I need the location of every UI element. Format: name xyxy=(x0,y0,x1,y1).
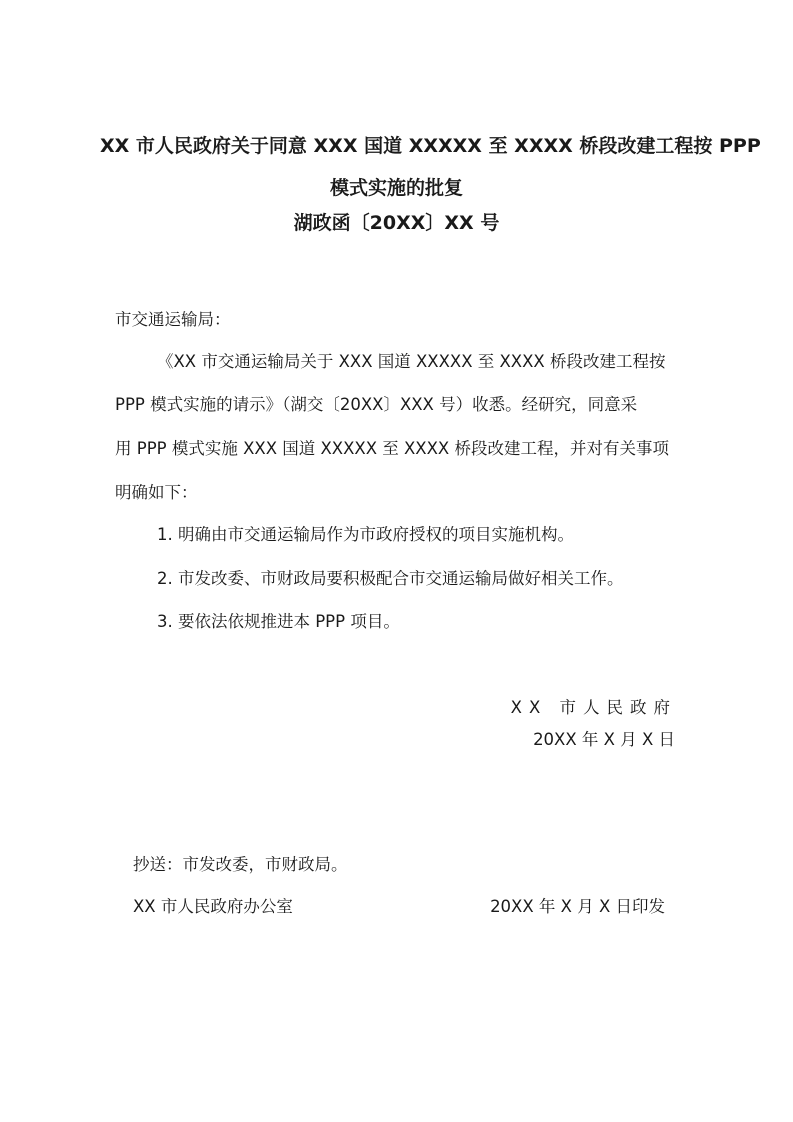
body-line-4: 明确如下： xyxy=(115,483,198,502)
signature-org: XX 市人民政府 xyxy=(510,698,677,717)
document-title-line-1: XX 市人民政府关于同意 XXX 国道 XXXXX 至 XXXX 桥段改建工程按 PPP xyxy=(100,135,761,157)
list-item-1: 1. 明确由市交通运输局作为市政府授权的项目实施机构。 xyxy=(157,525,574,544)
addressee: 市交通运输局： xyxy=(115,310,231,329)
body-line-3: 用 PPP 模式实施 XXX 国道 XXXXX 至 XXXX 桥段改建工程，并对有关事项 xyxy=(115,439,669,458)
signature-date: 20XX 年 X 月 X 日 xyxy=(533,730,675,749)
footer-issuer: XX 市人民政府办公室 xyxy=(133,897,293,916)
document-title-line-2: 模式实施的批复 xyxy=(329,177,463,199)
list-item-3: 3. 要依法依规推进本 PPP 项目。 xyxy=(157,612,400,631)
footer-print-date: 20XX 年 X 月 X 日印发 xyxy=(490,897,665,916)
list-item-2: 2. 市发改委、市财政局要积极配合市交通运输局做好相关工作。 xyxy=(157,569,624,588)
body-line-1: 《XX 市交通运输局关于 XXX 国道 XXXXX 至 XXXX 桥段改建工程按 xyxy=(157,352,666,371)
body-line-2: PPP 模式实施的请示》（湖交〔20XX〕XXX 号）收悉。经研究，同意采 xyxy=(115,395,638,414)
document-number: 湖政函〔20XX〕XX 号 xyxy=(293,212,500,234)
cc-line: 抄送：市发改委，市财政局。 xyxy=(133,855,348,874)
